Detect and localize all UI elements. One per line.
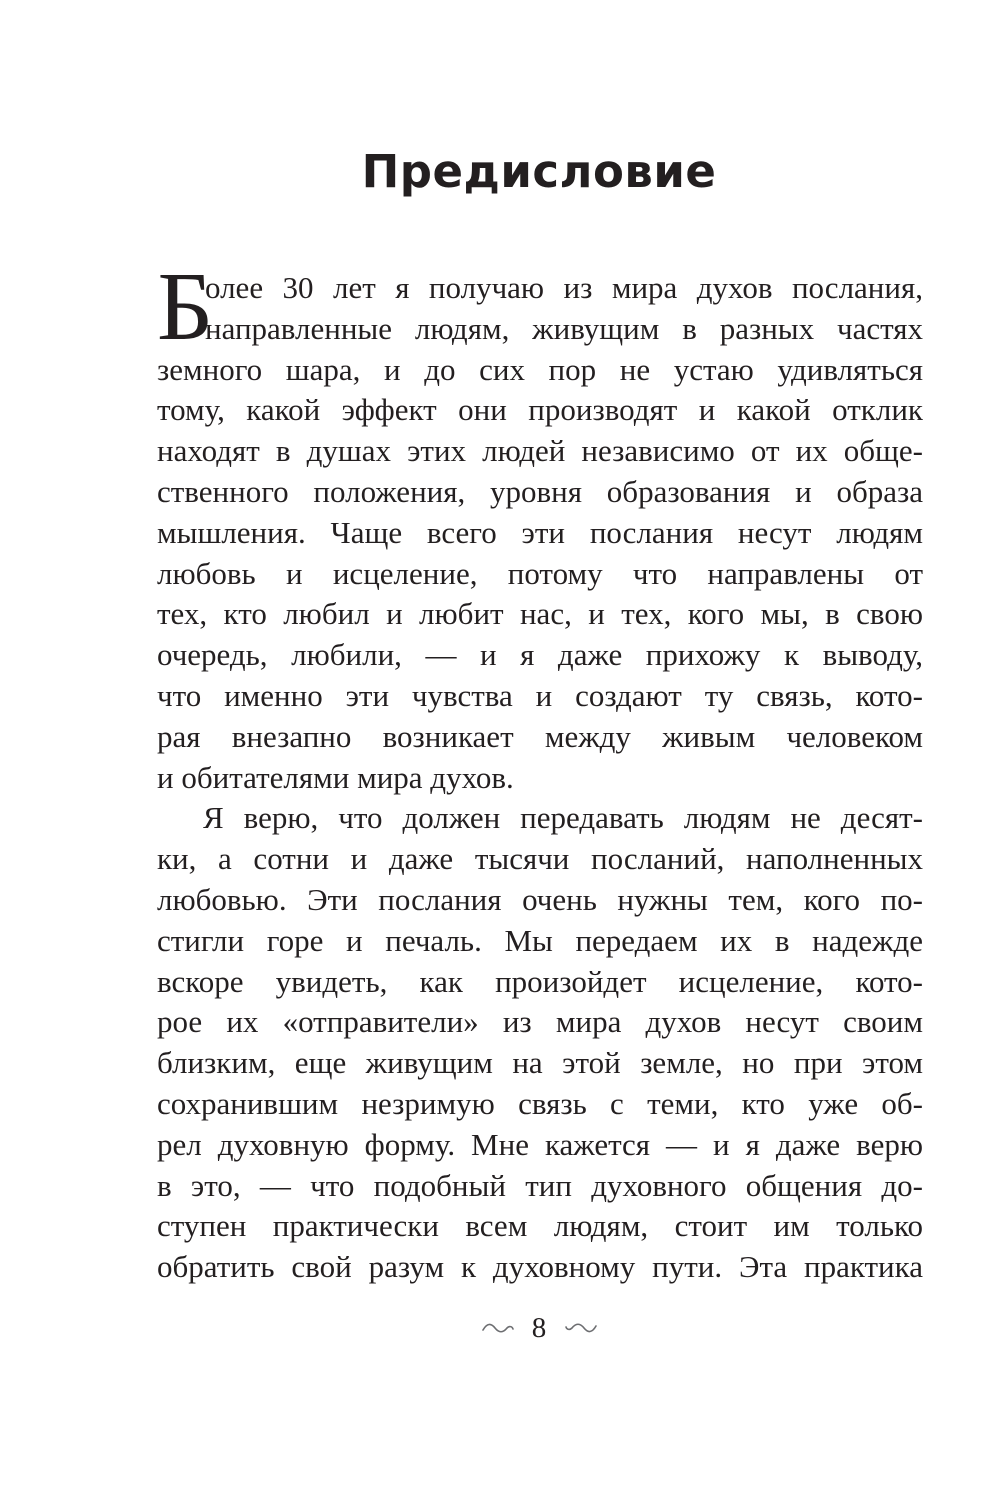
text-line: мышления. Чаще всего эти послания несут людям	[157, 514, 923, 550]
text-line: олее 30 лет я получаю из мира духов послания,	[205, 270, 923, 305]
paragraph-1	[157, 253, 923, 798]
page-number: 8	[531, 1312, 547, 1345]
text-line: и обитателями мира духов.	[157, 759, 514, 795]
text-line: направленные людям, живущим в разных частях	[205, 310, 923, 346]
text-line: рая внезапно возникает между живым человеком	[157, 718, 923, 754]
text-line: вскоре увидеть, как произойдет исцеление, кото-	[157, 963, 923, 999]
text-line: стигли горе и печаль. Мы передаем их в надежде	[157, 922, 923, 958]
text-line: рое их «отправители» из мира духов несут своим	[157, 1004, 923, 1040]
text-line: в это, — что подобный тип духовного общения до-	[157, 1167, 923, 1203]
left-flourish-icon	[481, 1321, 515, 1335]
text-line: что именно эти чувства и создают ту связь, кото-	[157, 677, 923, 713]
paragraph-2	[157, 798, 923, 1288]
text-line: ственного положения, уровня образования и образа	[157, 473, 923, 509]
text-line: очередь, любили, — и я даже прихожу к выводу,	[157, 637, 923, 673]
right-flourish-icon	[564, 1321, 598, 1335]
text-line: тех, кто любил и любит нас, и тех, кого мы, в свою	[157, 596, 923, 632]
text-line: рел духовную форму. Мне кажется — и я даже верю	[157, 1126, 923, 1162]
text-line: обратить свой разум к духовному пути. Эта практика	[157, 1249, 923, 1285]
text-line: Я верю, что должен передавать людям не десят-	[203, 800, 923, 836]
text-line: сохранившим незримую связь с теми, кто уже об-	[157, 1085, 923, 1121]
text-line: ступен практически всем людям, стоит им только	[157, 1208, 923, 1244]
text-line: находят в душах этих людей независимо от их обще-	[157, 433, 923, 469]
text-line: ки, а сотни и даже тысячи посланий, наполненных	[157, 841, 923, 877]
drop-cap: Б	[157, 253, 214, 361]
text-line: любовью. Эти послания очень нужны тем, кого по-	[157, 881, 923, 917]
chapter-heading: Предисловие	[361, 145, 717, 198]
text-line: земного шара, и до сих пор не устаю удивляться	[157, 351, 923, 387]
page-footer	[0, 1306, 1000, 1348]
text-line: тому, какой эффект они производят и какой отклик	[157, 392, 923, 428]
text-line: близким, еще живущим на этой земле, но при этом	[157, 1045, 923, 1081]
body-text	[157, 253, 923, 1288]
text-line: любовь и исцеление, потому что направлены от	[157, 555, 923, 591]
